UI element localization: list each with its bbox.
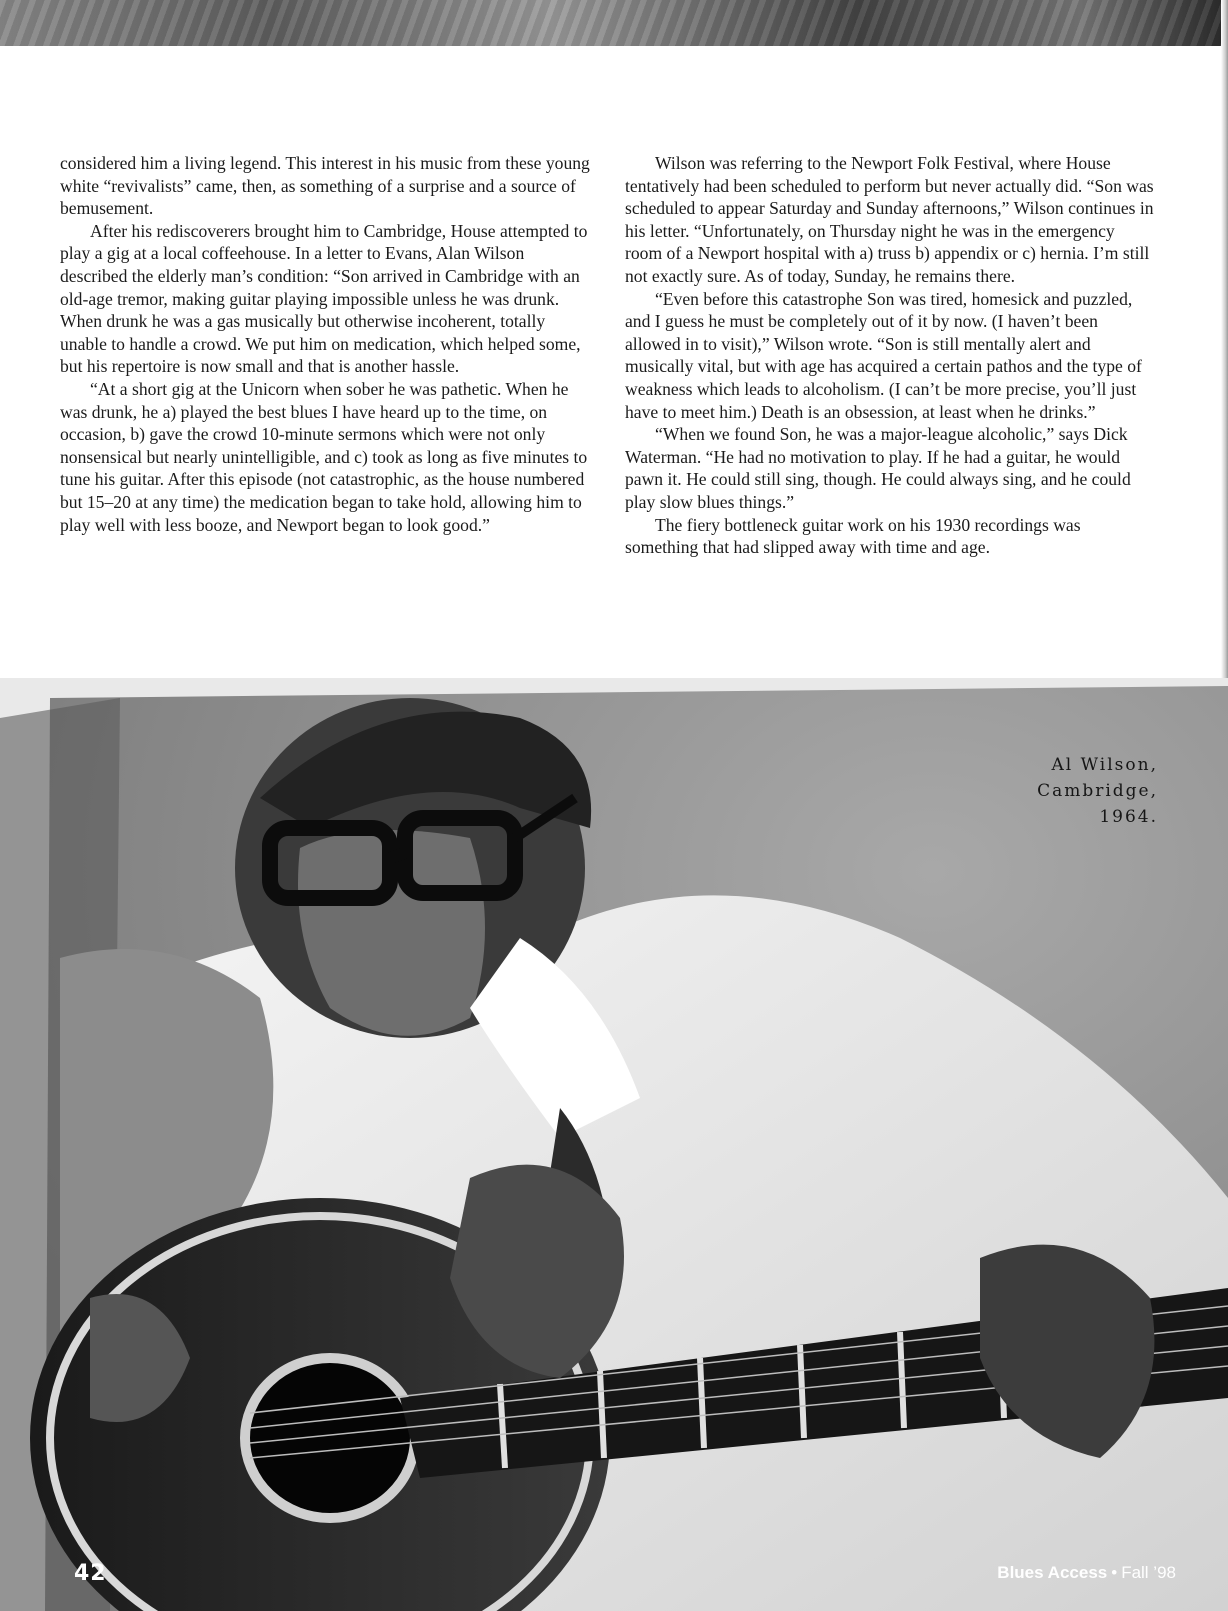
page-number: 42	[74, 1561, 107, 1586]
left-paragraph-1: considered him a living legend. This interest in his music from these young white “revivalists” came, then, as something of a surprise and a source of bemusement.	[60, 153, 590, 219]
photo-caption	[1037, 752, 1158, 830]
left-paragraph-2: After his rediscoverers brought him to Cambridge, House attempted to play a gig at a local coffeehouse. In a letter to Evans, Alan Wilson described the elderly man’s condition: “Son arrived in Cambridge with an old-age tremor, making guitar playing impossible unless he was drunk. When drunk he was a gas musically but otherwise incoherent, totally unable to handle a crowd. We put him on medication, which helped some, but his repertoire is now small and that is another hassle.	[60, 220, 588, 377]
top-photo-strip	[0, 0, 1228, 46]
page-edge-shadow	[1221, 0, 1228, 680]
article-column-left	[60, 152, 592, 536]
footer-separator: •	[1111, 1563, 1118, 1582]
caption-line-name: Al Wilson,	[1051, 755, 1158, 775]
caption-line-place: Cambridge,	[1037, 781, 1158, 801]
caption-line-year: 1964.	[1099, 807, 1158, 827]
right-paragraph-1: Wilson was referring to the Newport Folk Festival, where House tentatively had been scheduled to perform but never actually did. “Son was scheduled to appear Saturday and Sunday afternoons,” Wilson continues in his letter. “Unfortunately, on Thursday night he was in the emergency room of a Newport hospital with a) truss b) appendix or c) hernia. I’m still not exactly sure. As of today, Sunday, he remains there.	[625, 153, 1154, 286]
article-column-right	[625, 152, 1155, 559]
left-paragraph-3: “At a short gig at the Unicorn when sober he was pathetic. When he was drunk, he a) played the best blues I have heard up to the time, on occasion, b) gave the crowd 10-minute sermons which were not only nonsensical but nearly unintelligible, and c) took as long as five minutes to tune his guitar. After this episode (not catastrophic, as the house numbered but 15–20 at any time) the medication began to take hold, allowing him to play well with less booze, and Newport began to look good.”	[60, 378, 588, 535]
right-paragraph-4: The fiery bottleneck guitar work on his 1930 recordings was something that had slipped away with time and age.	[625, 514, 1081, 558]
magazine-name: Blues Access	[997, 1563, 1108, 1582]
right-paragraph-2: “Even before this catastrophe Son was tired, homesick and puzzled, and I guess he must be completely out of it by now. (I haven’t been allowed in to visit),” Wilson wrote. “Son is still mentally alert and musically vital, but with age has acquired a certain pathos and the type of weakness which leads to alcoholism. (I can’t be more precise, you’ll just have to meet him.) Death is an obsession, at least when he drinks.”	[625, 288, 1142, 422]
right-paragraph-3: “When we found Son, he was a major-league alcoholic,” says Dick Waterman. “He had no motivation to play. If he had a guitar, he would pawn it. He could still sing, though. He could always sing, and he could play slow blues things.”	[625, 424, 1131, 512]
magazine-footer	[997, 1563, 1176, 1583]
issue-label: Fall ’98	[1121, 1563, 1176, 1582]
